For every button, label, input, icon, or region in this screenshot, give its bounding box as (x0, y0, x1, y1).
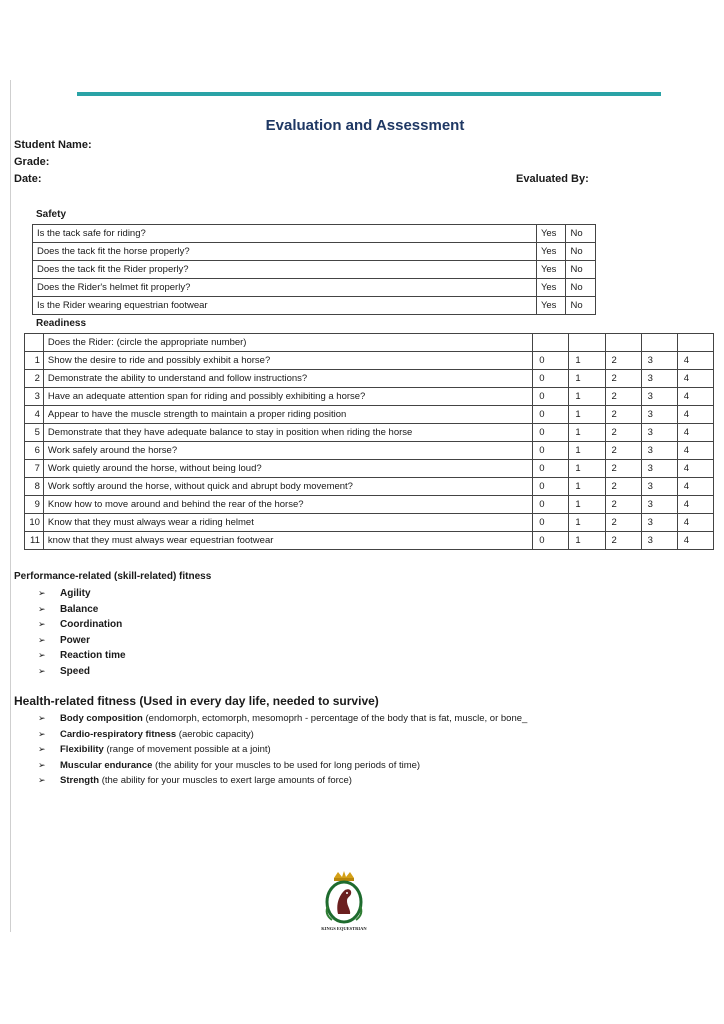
score-option[interactable]: 1 (569, 496, 605, 514)
safety-row (33, 279, 596, 297)
performance-heading: Performance-related (skill-related) fitness (14, 571, 212, 582)
score-option[interactable]: 4 (677, 424, 713, 442)
score-option[interactable]: 3 (641, 442, 677, 460)
safety-question: Does the tack fit the horse properly? (33, 243, 537, 261)
score-option[interactable]: 1 (569, 442, 605, 460)
readiness-statement: Know that they must always wear a riding helmet (43, 514, 532, 532)
score-option[interactable]: 4 (677, 478, 713, 496)
score-option[interactable]: 1 (569, 352, 605, 370)
row-number: 2 (25, 370, 44, 388)
no-option[interactable]: No (566, 243, 596, 261)
health-description: (endomorph, ectomorph, mesomoprh - percentage of the body that is fat, muscle, or bone_ (142, 713, 528, 724)
readiness-row (25, 424, 714, 442)
health-item (38, 711, 527, 727)
safety-table (32, 224, 596, 315)
yes-option[interactable]: Yes (536, 297, 566, 315)
readiness-statement: Work softly around the horse, without quick and abrupt body movement? (43, 478, 532, 496)
score-option[interactable]: 1 (569, 370, 605, 388)
yes-option[interactable]: Yes (536, 243, 566, 261)
readiness-statement: Know how to move around and behind the rear of the horse? (43, 496, 532, 514)
readiness-row (25, 406, 714, 424)
row-number: 6 (25, 442, 44, 460)
score-option[interactable]: 2 (605, 352, 641, 370)
score-option[interactable]: 4 (677, 370, 713, 388)
readiness-statement: Have an adequate attention span for riding and possibly exhibiting a horse? (43, 388, 532, 406)
blank-cell (605, 334, 641, 352)
no-option[interactable]: No (566, 225, 596, 243)
readiness-statement: Show the desire to ride and possibly exhibit a horse? (43, 352, 532, 370)
score-option[interactable]: 4 (677, 352, 713, 370)
safety-row (33, 261, 596, 279)
grade-label: Grade: (14, 156, 50, 168)
score-option[interactable]: 2 (605, 370, 641, 388)
row-number: 1 (25, 352, 44, 370)
readiness-statement: Appear to have the muscle strength to maintain a proper riding position (43, 406, 532, 424)
blank-cell (677, 334, 713, 352)
score-option[interactable]: 0 (533, 424, 569, 442)
score-option[interactable]: 2 (605, 460, 641, 478)
safety-question: Is the Rider wearing equestrian footwear (33, 297, 537, 315)
score-option[interactable]: 2 (605, 406, 641, 424)
health-description: (the ability for your muscles to exert large amounts of force) (99, 775, 352, 786)
row-number: 7 (25, 460, 44, 478)
safety-question: Is the tack safe for riding? (33, 225, 537, 243)
horse-crest-logo-icon (314, 868, 374, 932)
health-term: Strength (60, 775, 100, 786)
health-description: (the ability for your muscles to be used for long periods of time) (152, 759, 421, 771)
performance-item: ➢ Agility (38, 586, 126, 602)
score-option[interactable]: 4 (677, 388, 713, 406)
performance-item: ➢ Power (38, 633, 126, 649)
student-name-label: Student Name: (14, 139, 92, 151)
row-number: 3 (25, 388, 44, 406)
score-option[interactable]: 0 (533, 370, 569, 388)
score-option[interactable]: 0 (533, 460, 569, 478)
health-term: Cardio-respiratory fitness (60, 728, 177, 740)
health-item (38, 742, 527, 758)
page-edge (10, 80, 11, 932)
yes-option[interactable]: Yes (536, 279, 566, 297)
header-rule (77, 92, 661, 96)
health-item (38, 758, 527, 774)
health-description: (range of movement possible at a joint) (103, 744, 271, 755)
row-number: 4 (25, 406, 44, 424)
no-option[interactable]: No (566, 279, 596, 297)
no-option[interactable]: No (566, 297, 596, 315)
health-item (38, 773, 527, 789)
health-term: Muscular endurance (60, 759, 153, 771)
score-option[interactable]: 1 (569, 460, 605, 478)
readiness-row (25, 514, 714, 532)
health-list (38, 711, 527, 789)
readiness-row (25, 478, 714, 496)
yes-option[interactable]: Yes (536, 261, 566, 279)
page-title: Evaluation and Assessment (265, 117, 465, 134)
row-number: 8 (25, 478, 44, 496)
score-option[interactable]: 2 (605, 442, 641, 460)
evaluated-by-label: Evaluated By: (516, 173, 589, 185)
health-term: Flexibility (60, 744, 104, 755)
health-description: (aerobic capacity) (176, 728, 254, 740)
blank-cell (533, 334, 569, 352)
score-option[interactable]: 3 (641, 424, 677, 442)
score-option[interactable]: 0 (533, 514, 569, 532)
readiness-row (25, 370, 714, 388)
safety-question: Does the tack fit the Rider properly? (33, 261, 537, 279)
score-option[interactable]: 3 (641, 352, 677, 370)
score-option[interactable]: 1 (569, 514, 605, 532)
readiness-row (25, 352, 714, 370)
row-number: 9 (25, 496, 44, 514)
safety-row (33, 243, 596, 261)
blank-cell (25, 334, 44, 352)
blank-cell (569, 334, 605, 352)
readiness-header-row (25, 334, 714, 352)
score-option[interactable]: 0 (533, 406, 569, 424)
score-option[interactable]: 3 (641, 478, 677, 496)
row-number: 10 (25, 514, 44, 532)
score-option[interactable]: 0 (533, 442, 569, 460)
score-option[interactable]: 4 (677, 496, 713, 514)
readiness-row (25, 496, 714, 514)
score-option[interactable]: 1 (569, 424, 605, 442)
readiness-row (25, 442, 714, 460)
row-number: 11 (25, 532, 44, 550)
score-option[interactable]: 4 (677, 406, 713, 424)
score-option[interactable]: 3 (641, 370, 677, 388)
score-option[interactable]: 1 (569, 406, 605, 424)
readiness-instruction: Does the Rider: (circle the appropriate number) (43, 334, 532, 352)
score-option[interactable]: 2 (605, 514, 641, 532)
score-option[interactable]: 3 (641, 406, 677, 424)
safety-row (33, 297, 596, 315)
readiness-row (25, 532, 714, 550)
readiness-statement: know that they must always wear equestrian footwear (43, 532, 532, 550)
score-option[interactable]: 0 (533, 388, 569, 406)
score-option[interactable]: 3 (641, 496, 677, 514)
health-item (38, 727, 527, 743)
health-term: Body composition (60, 713, 143, 724)
row-number: 5 (25, 424, 44, 442)
score-option[interactable]: 1 (569, 532, 605, 550)
score-option[interactable]: 4 (677, 442, 713, 460)
score-option[interactable]: 2 (605, 478, 641, 496)
health-heading: Health-related fitness (Used in every day life, needed to survive) (14, 694, 379, 708)
readiness-statement: Demonstrate that they have adequate balance to stay in position when riding the horse (43, 424, 532, 442)
performance-item: ➢ Balance (38, 602, 126, 618)
yes-option[interactable]: Yes (536, 225, 566, 243)
readiness-table (24, 333, 714, 550)
score-option[interactable]: 4 (677, 460, 713, 478)
score-option[interactable]: 1 (569, 478, 605, 496)
readiness-heading: Readiness (36, 318, 87, 329)
score-option[interactable]: 2 (605, 388, 641, 406)
score-option[interactable]: 4 (677, 532, 713, 550)
score-option[interactable]: 2 (605, 496, 641, 514)
performance-item: ➢ Speed (38, 664, 126, 680)
safety-row (33, 225, 596, 243)
readiness-row (25, 460, 714, 478)
no-option[interactable]: No (566, 261, 596, 279)
readiness-statement: Work safely around the horse? (43, 442, 532, 460)
score-option[interactable]: 3 (641, 532, 677, 550)
score-option[interactable]: 4 (677, 514, 713, 532)
performance-item: ➢ Coordination (38, 617, 126, 633)
date-label: Date: (14, 173, 42, 185)
performance-item: ➢ Reaction time (38, 648, 126, 664)
score-option[interactable]: 2 (605, 424, 641, 442)
score-option[interactable]: 3 (641, 388, 677, 406)
performance-list (38, 586, 126, 679)
readiness-statement: Work quietly around the horse, without being loud? (43, 460, 532, 478)
score-option[interactable]: 0 (533, 352, 569, 370)
score-option[interactable]: 2 (605, 532, 641, 550)
readiness-row (25, 388, 714, 406)
score-option[interactable]: 0 (533, 478, 569, 496)
safety-heading: Safety (36, 209, 67, 220)
score-option[interactable]: 3 (641, 460, 677, 478)
score-option[interactable]: 3 (641, 514, 677, 532)
blank-cell (641, 334, 677, 352)
safety-question: Does the Rider's helmet fit properly? (33, 279, 537, 297)
score-option[interactable]: 1 (569, 388, 605, 406)
readiness-statement: Demonstrate the ability to understand and follow instructions? (43, 370, 532, 388)
score-option[interactable]: 0 (533, 532, 569, 550)
score-option[interactable]: 0 (533, 496, 569, 514)
logo-text: KINGS EQUESTRIAN (321, 926, 367, 931)
